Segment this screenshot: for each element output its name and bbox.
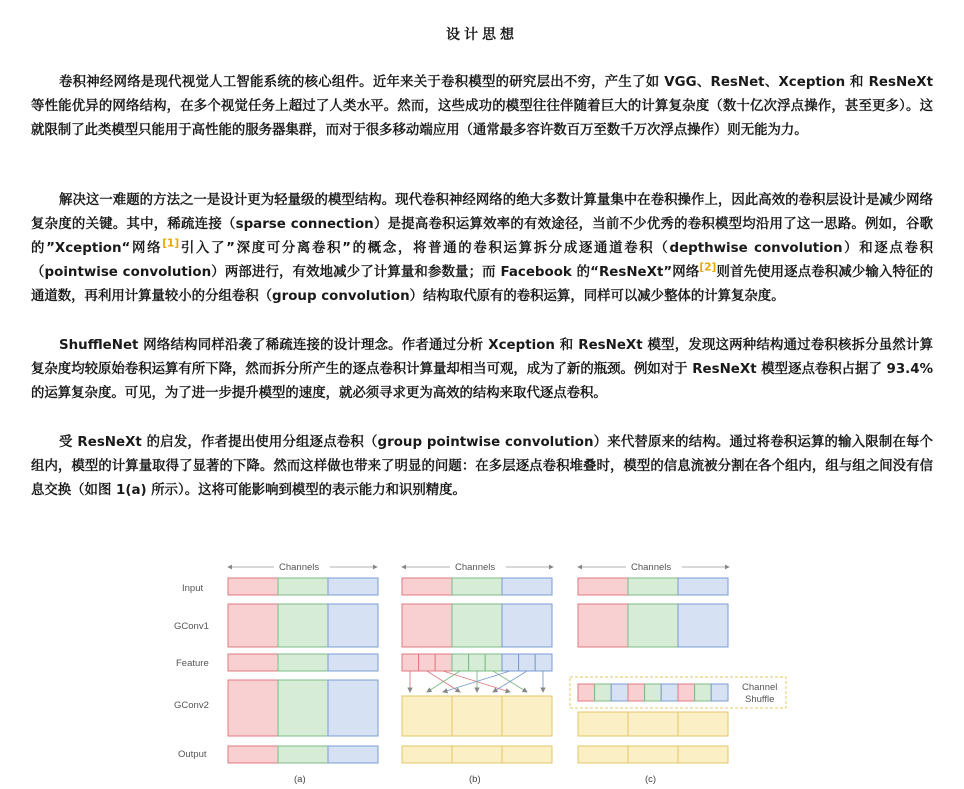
- diagram-c: [570, 562, 786, 785]
- row-label-gconv1: GConv1: [174, 621, 209, 632]
- caption-b: (b): [469, 774, 481, 785]
- diagram-b: [402, 562, 553, 785]
- channels-label-c: Channels: [631, 562, 672, 573]
- channel-shuffle-label-2: Shuffle: [745, 694, 775, 705]
- channels-label-b: Channels: [455, 562, 496, 573]
- diagram-a: [228, 562, 378, 785]
- shufflenet-figure: [170, 556, 800, 788]
- paragraph-2-part-b: 引入了”深度可分离卷积”的概念，将普通的卷积运算拆分成逐通道卷积（depthwise convolution）和逐点卷积（pointwise convolution）两部进行，有效地减少了计算量和参数量；而 Facebook 的“ResNeXt”网络: [31, 241, 933, 280]
- paragraph-1: 卷积神经网络是现代视觉人工智能系统的核心组件。近年来关于卷积模型的研究层出不穷，产生了如 VGG、ResNet、Xception 和 ResNeXt 等性能优异的网络结构，在多个视觉任务上超过了人类水平。然而，这些成功的模型往往伴随着巨大的计算复杂度（数十亿次浮点操作，甚至更多）。这就限制了此类模型只能用于高性能的服务器集群，而对于很多移动端应用（通常最多容许数百万至数千万次浮点操作）则无能为力。: [31, 75, 933, 138]
- paragraph-2: [31, 189, 933, 309]
- channel-shuffle-label-1: Channel: [742, 682, 778, 693]
- paragraph-2-part-a: 解决这一难题的方法之一是设计更为轻量级的模型结构。现代卷积神经网络的绝大多数计算量集中在卷积操作上，因此高效的卷积层设计是减少网络复杂度的关键。其中，稀疏连接（sparse connection）是提高卷积运算效率的有效途径，当前不少优秀的卷积模型均沿用了这一思路。例如，谷歌的”Xception“网络: [31, 193, 933, 256]
- page-title: 设计思想: [446, 27, 518, 43]
- paragraph-2-part-c: 则首先使用逐点卷积减少输入特征的通道数，再利用计算量较小的分组卷积（group convolution）结构取代原有的卷积运算，同样可以减少整体的计算复杂度。: [31, 265, 933, 304]
- row-label-output: Output: [178, 749, 207, 760]
- channels-label-a: Channels: [279, 562, 320, 573]
- paragraph-4: 受 ResNeXt 的启发，作者提出使用分组逐点卷积（group pointwise convolution）来代替原来的结构。通过将卷积运算的输入限制在每个组内，模型的计算量取得了显著的下降。然而这样做也带来了明显的问题：在多层逐点卷积堆叠时，模型的信息流被分割在各个组内，组与组之间没有信息交换（如图 1(a) 所示）。这将可能影响到模型的表示能力和识别精度。: [31, 435, 933, 498]
- caption-c: (c): [645, 774, 657, 785]
- row-label-input: Input: [182, 583, 204, 594]
- row-label-gconv2: GConv2: [174, 700, 209, 711]
- reference-link-1[interactable]: [1]: [162, 237, 180, 250]
- paragraph-3: ShuffleNet 网络结构同样沿袭了稀疏连接的设计理念。作者通过分析 Xception 和 ResNeXt 模型，发现这两种结构通过卷积核拆分虽然计算复杂度均较原始卷积运算有所下降，然而拆分所产生的逐点卷积计算量却相当可观，成为了新的瓶颈。例如对于 ResNeXt 模型逐点卷积占据了 93.4% 的运算复杂度。可见，为了进一步提升模型的速度，就必须寻求更为高效的结构来取代逐点卷积。: [31, 338, 933, 401]
- caption-a: (a): [294, 774, 306, 785]
- row-label-feature: Feature: [176, 658, 209, 669]
- reference-link-2[interactable]: [2]: [699, 261, 717, 274]
